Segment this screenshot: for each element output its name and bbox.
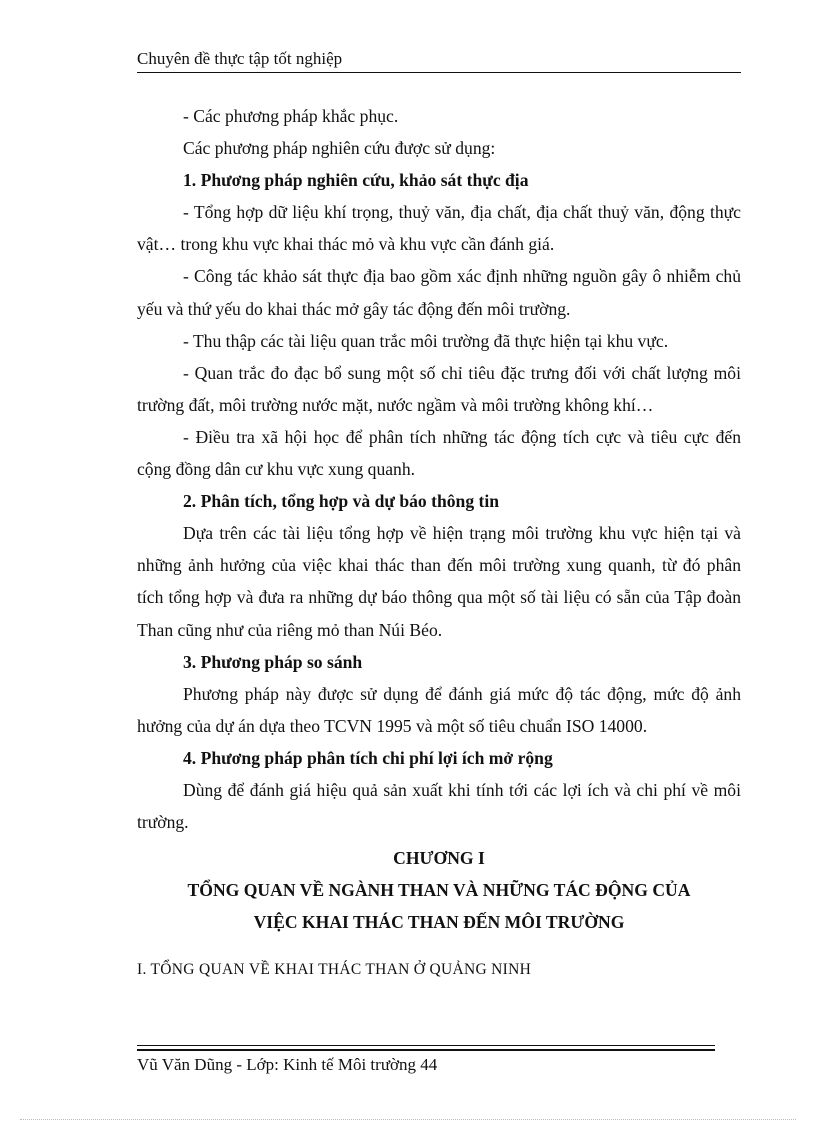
paragraph: - Thu thập các tài liệu quan trắc môi trường đã thực hiện tại khu vực. [183, 330, 669, 351]
footer-divider [137, 1049, 715, 1051]
chapter-label: CHƯƠNG I [393, 848, 485, 869]
paragraph: Dùng để đánh giá hiệu quả sản xuất khi tính tới các lợi ích và chi phí về môi trường. [137, 779, 741, 833]
page-header: Chuyên đề thực tập tốt nghiệp [137, 48, 741, 73]
footer-divider [137, 1045, 715, 1046]
section-heading: 4. Phương pháp phân tích chi phí lợi ích mở rộng [183, 747, 553, 768]
paragraph: Dựa trên các tài liệu tổng hợp về hiện trạng môi trường khu vực hiện tại và những ảnh hưởng của việc khai thác than đến môi trường xung quanh, từ đó phân tích tổng hợp và đưa ra những dự báo thông qua một số tài liệu có sẵn của Tập đoàn Than cũng như của riêng mỏ than Núi Béo. [137, 523, 741, 640]
page-footer: Vũ Văn Dũng - Lớp: Kinh tế Môi trường 44 [137, 1055, 438, 1074]
paragraph: - Điều tra xã hội học để phân tích những tác động tích cực và tiêu cực đến cộng đồng dân cư khu vực xung quanh. [137, 426, 741, 480]
paragraph: - Quan trắc đo đạc bổ sung một số chỉ tiêu đặc trưng đối với chất lượng môi trường đất, môi trường nước mặt, nước ngầm và môi trường không khí… [137, 362, 741, 415]
document-body [137, 100, 741, 987]
paragraph: Phương pháp này được sử dụng để đánh giá mức độ tác động, mức độ ảnh hưởng của dự án dựa theo TCVN 1995 và một số tiêu chuẩn ISO 14000. [137, 683, 741, 736]
section-heading: 2. Phân tích, tổng hợp và dự báo thông tin [183, 491, 500, 512]
section-heading: 1. Phương pháp nghiên cứu, khảo sát thực địa [183, 170, 529, 191]
chapter-title-line: TỔNG QUAN VỀ NGÀNH THAN VÀ NHỮNG TÁC ĐỘNG CỦA [187, 880, 691, 901]
subsection-heading: I. TỔNG QUAN VỀ KHAI THÁC THAN Ở QUẢNG NINH [137, 961, 532, 979]
paragraph: - Các phương pháp khắc phục. [183, 106, 399, 126]
chapter-title-line: VIỆC KHAI THÁC THAN ĐẾN MÔI TRƯỜNG [253, 912, 625, 933]
section-heading: 3. Phương pháp so sánh [183, 651, 363, 672]
paragraph: - Công tác khảo sát thực địa bao gồm xác định những nguồn gây ô nhiễm chủ yếu và thứ yếu do khai thác mở gây tác động đến môi trường. [137, 266, 741, 319]
paragraph: - Tổng hợp dữ liệu khí trọng, thuỷ văn, địa chất, địa chất thuỷ văn, động thực vật… trong khu vực khai thác mỏ và khu vực cần đánh giá. [137, 202, 741, 255]
paragraph: Các phương pháp nghiên cứu được sử dụng: [183, 138, 496, 159]
page-edge-divider [20, 1119, 796, 1120]
